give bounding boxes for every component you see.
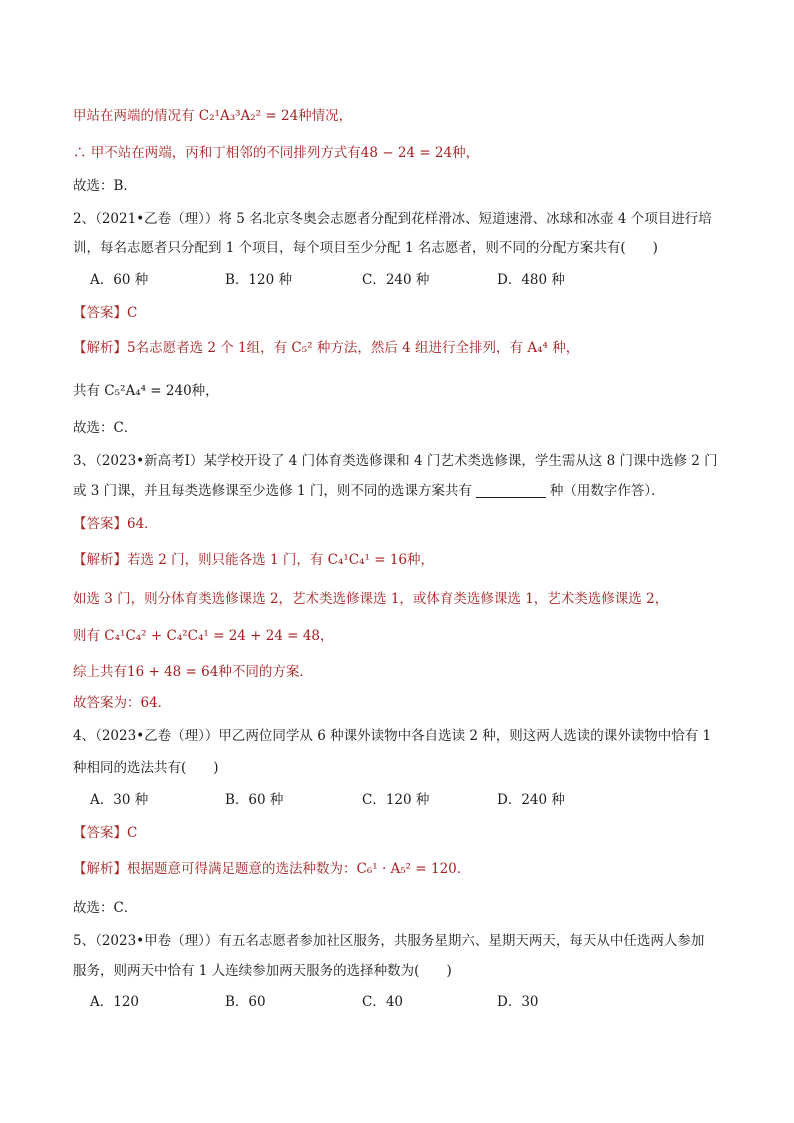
- q3-stem-line-2: [73, 481, 665, 501]
- q2-choose: 故选：C．: [73, 420, 138, 436]
- q3-analysis-line-2: 如选 3 门，则分体育类选修课选 2，艺术类选修课选 1，或体育类选修课选 1，艺术类选修课选 2，: [73, 591, 669, 607]
- q5-option-b: B．60: [225, 994, 266, 1010]
- q2-option-a: A．60 种: [90, 272, 149, 288]
- q3-answer: 【答案】64．: [73, 516, 158, 532]
- solution-line-2: ∴ 甲不站在两端，丙和丁相邻的不同排列方式有48 − 24 = 24种，: [73, 145, 480, 161]
- q3-analysis-line-1: 【解析】若选 2 门，则只能各选 1 门，有 C₄¹C₄¹ = 16种，: [73, 552, 435, 568]
- answer-blank[interactable]: [476, 483, 546, 498]
- q4-option-d: D．240 种: [497, 792, 565, 808]
- q4-answer: 【答案】C: [73, 825, 138, 841]
- q4-analysis: 【解析】根据题意可得满足题意的选法种数为：C₆¹ · A₅² = 120．: [73, 861, 471, 877]
- solution-choose-1: 故选：B．: [73, 178, 137, 194]
- q3-stem-part-1: 或 3 门课，并且每类选修课至少选修 1 门，则不同的选课方案共有: [73, 483, 472, 499]
- q2-option-d: D．480 种: [497, 272, 565, 288]
- q5-option-d: D．30: [497, 994, 539, 1010]
- q4-option-c: C．120 种: [362, 792, 430, 808]
- q2-analysis-line-2: 共有 C₅²A₄⁴ = 240种，: [73, 383, 219, 399]
- q2-answer: 【答案】C: [73, 305, 138, 321]
- q3-conclusion: 故答案为：64．: [73, 695, 172, 711]
- q5-stem-line-2: 服务，则两天中恰有 1 人连续参加两天服务的选择种数为( ): [73, 963, 452, 979]
- q5-stem-line-1: 5、（2023•甲卷（理））有五名志愿者参加社区服务，共服务星期六、星期天两天，每天从中任选两人参加: [73, 933, 705, 949]
- q4-option-a: A．30 种: [90, 792, 149, 808]
- q5-option-a: A．120: [90, 994, 140, 1010]
- q3-analysis-line-4: 综上共有16 + 48 = 64种不同的方案．: [73, 664, 313, 680]
- q3-stem-part-2: 种（用数字作答）．: [549, 483, 665, 499]
- solution-line-1: 甲站在两端的情况有 C₂¹A₃³A₂² = 24种情况，: [73, 108, 353, 124]
- q4-choose: 故选：C．: [73, 900, 138, 916]
- q2-analysis-line-1: 【解析】5名志愿者选 2 个 1组，有 C₅² 种方法，然后 4 组进行全排列，有 A₄⁴ 种，: [73, 340, 580, 356]
- q4-stem-line-2: 种相同的选法共有( ): [73, 760, 219, 776]
- q2-stem-line-2: 训，每名志愿者只分配到 1 个项目，每个项目至少分配 1 名志愿者，则不同的分配方案共有( ): [73, 240, 658, 256]
- q4-stem-line-1: 4、（2023•乙卷（理））甲乙两位同学从 6 种课外读物中各自选读 2 种，则这两人选读的课外读物中恰有 1: [73, 728, 712, 744]
- q3-analysis-line-3: 则有 C₄¹C₄² + C₄²C₄¹ = 24 + 24 = 48，: [73, 628, 334, 644]
- q4-option-b: B．60 种: [225, 792, 284, 808]
- q2-option-c: C．240 种: [362, 272, 430, 288]
- q2-option-b: B．120 种: [225, 272, 292, 288]
- q2-stem-line-1: 2、（2021•乙卷（理））将 5 名北京冬奥会志愿者分配到花样滑冰、短道速滑、冰球和冰壶 4 个项目进行培: [73, 211, 712, 227]
- q3-stem-line-1: 3、（2023•新高考Ⅰ）某学校开设了 4 门体育类选修课和 4 门艺术类选修课，学生需从这 8 门课中选修 2 门: [73, 453, 718, 469]
- q5-option-c: C．40: [362, 994, 404, 1010]
